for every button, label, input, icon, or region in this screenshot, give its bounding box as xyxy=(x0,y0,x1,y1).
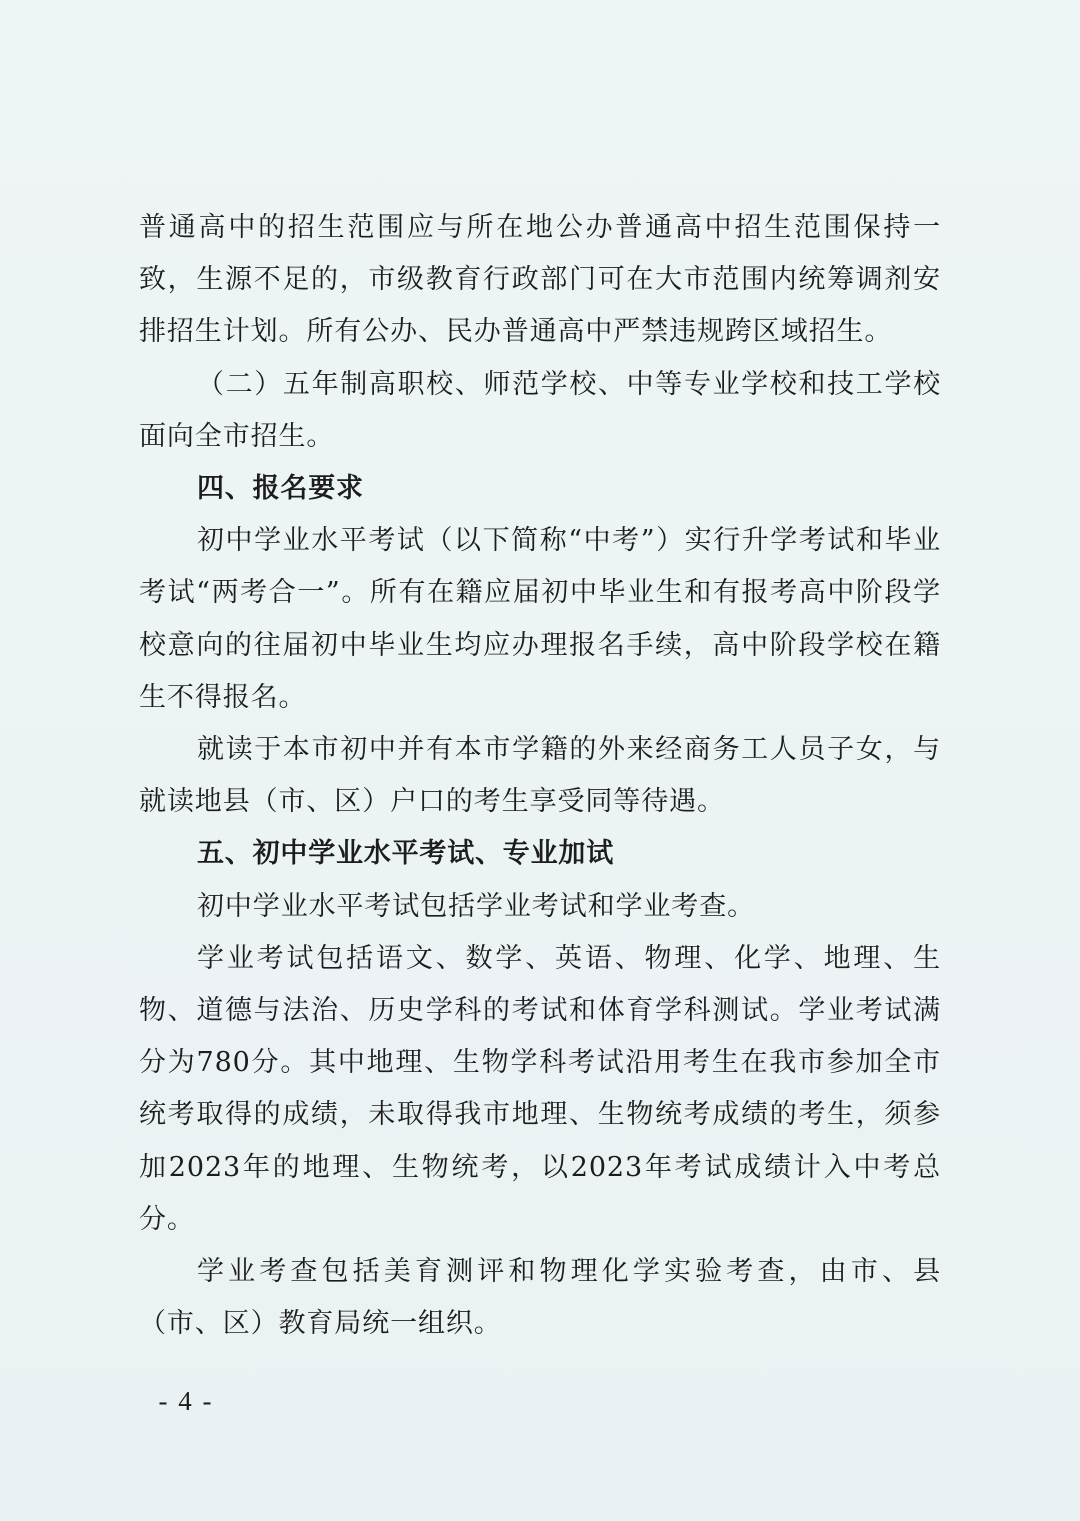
section-heading-registration: 四、报名要求 xyxy=(197,473,364,505)
paragraph-exam-overview: 初中学业水平考试包括学业考试和学业考查。 xyxy=(197,890,755,922)
paragraph-enrollment-scope: 普通高中的招生范围应与所在地公办普通高中招生范围保持一致，生源不足的，市级教育行政部门可在大市范围内统筹调剂安排招生计划。所有公办、民办普通高中严禁违规跨区域招生。 xyxy=(139,212,941,348)
paragraph-migrant-children: 就读于本市初中并有本市学籍的外来经商务工人员子女，与就读地县（市、区）户口的考生享受同等待遇。 xyxy=(139,734,941,818)
paragraph-registration-rules: 初中学业水平考试（以下简称“中考”）实行升学考试和毕业考试“两考合一”。所有在籍应届初中毕业生和有报考高中阶段学校意向的往届初中毕业生均应办理报名手续，高中阶段学校在籍生不得报名。 xyxy=(139,525,941,713)
paragraph-academic-assessment: 学业考查包括美育测评和物理化学实验考查，由市、县（市、区）教育局统一组织。 xyxy=(139,1256,941,1340)
section-heading-exams: 五、初中学业水平考试、专业加试 xyxy=(197,838,614,870)
paragraph-vocational-schools: （二）五年制高职校、师范学校、中等专业学校和技工学校面向全市招生。 xyxy=(139,368,941,452)
paragraph-academic-exam: 学业考试包括语文、数学、英语、物理、化学、地理、生物、道德与法治、历史学科的考试和体育学科测试。学业考试满分为780分。其中地理、生物学科考试沿用考生在我市参加全市统考取得的成绩，未取得我市地理、生物统考成绩的考生，须参加2023年的地理、生物统考，以2023年考试成绩计入中考总分。 xyxy=(139,942,941,1235)
page-number: - 4 - xyxy=(158,1386,214,1416)
document-body xyxy=(139,202,941,1350)
